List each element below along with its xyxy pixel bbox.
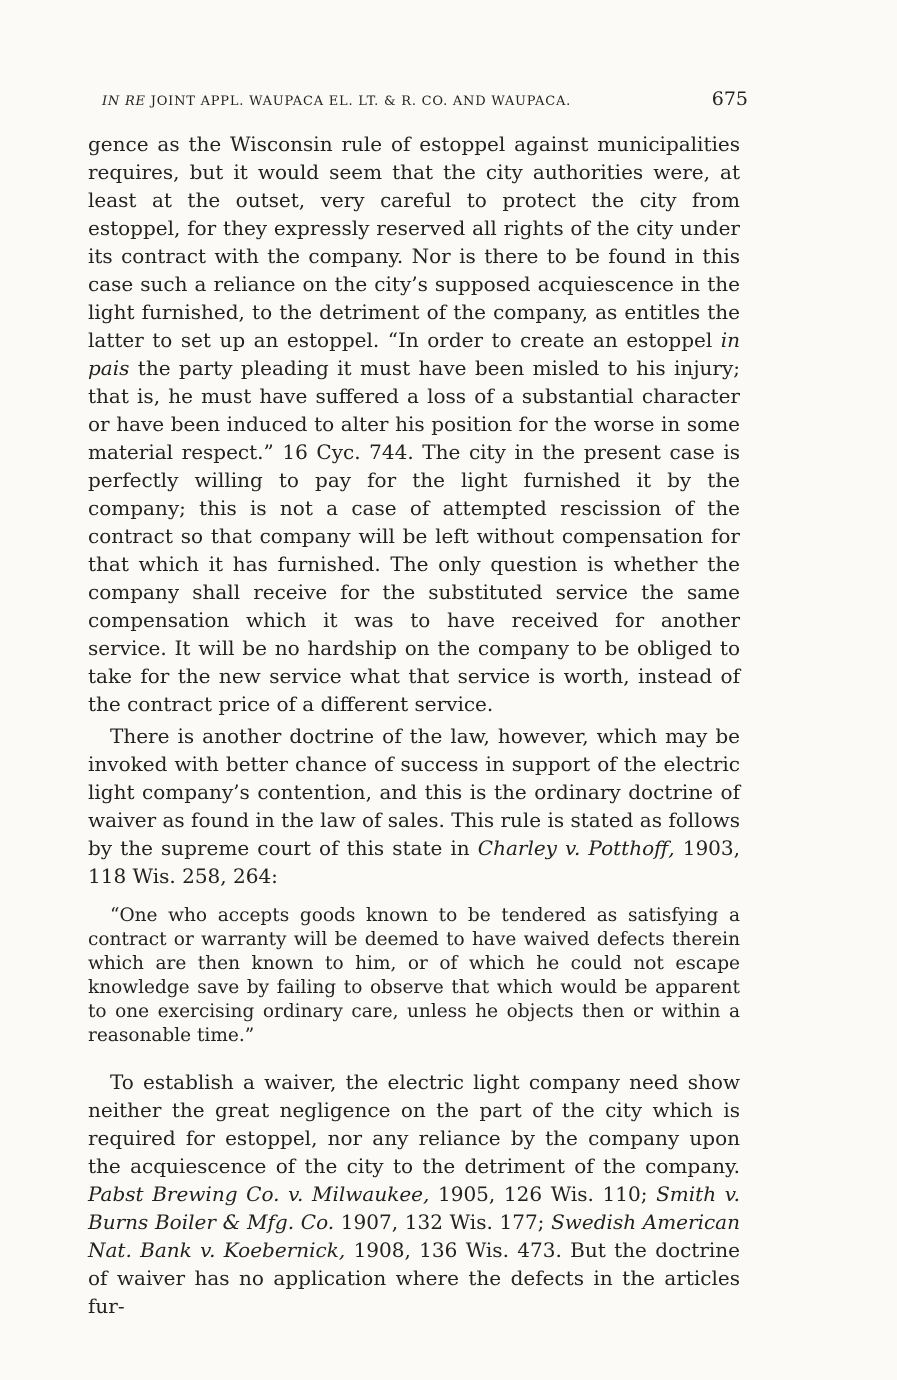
- case-citation: Swedish American Nat. Bank v. Koebernick,: [88, 1210, 740, 1262]
- page-number: 675: [711, 88, 748, 110]
- running-head: [88, 88, 748, 110]
- block-quote: [88, 904, 740, 1048]
- text-run: To establish a waiver, the electric light company need show neither the great negligence on the part of the city which is required for estoppel, nor any reliance by the company upon the acquiescence of the city to the detriment of the company.: [88, 1070, 740, 1178]
- running-head-text: JOINT APPL. WAUPACA EL. LT. & R. CO. AND WAUPACA.: [150, 94, 572, 109]
- case-citation: Pabst Brewing Co. v. Milwaukee,: [88, 1182, 430, 1206]
- document-page: [88, 88, 748, 1320]
- running-head-italic: IN RE: [102, 94, 146, 109]
- text-run: the party pleading it must have been misled to his injury; that is, he must have suffered a loss of a substantial character or have been induced to alter his position for the worse in some material respect.” 16 Cyc. 744. The city in the present case is perfectly willing to pay for the light furnished it by the company; this is not a case of attempted rescission of the contract so that company will be left without compensation for that which it has furnished. The only question is whether the company shall receive for the substituted service the same compensation which it was to have received for another service. It will be no hardship on the company to be obliged to take for the new service what that service is worth, instead of the contract price of a different service.: [88, 356, 740, 716]
- text-run: 1903, 118 Wis. 258, 264:: [88, 836, 740, 888]
- text-run: gence as the Wisconsin rule of estoppel against municipalities requires, but it would seem that the city authorities were, at least at the outset, very careful to protect the city from estoppel, for they expressly reserved all rights of the city under its contract with the company. Nor is there to be found in this case such a reliance on the city’s supposed acquiescence in the light furnished, to the detriment of the company, as entitles the latter to set up an estoppel. “In order to create an estoppel: [88, 132, 740, 352]
- text-run: There is another doctrine of the law, however, which may be invoked with better chance of success in support of the electric light company’s contention, and this is the ordinary doctrine of waiver as found in the law of sales. This rule is stated as follows by the supreme court of this state in: [88, 724, 740, 860]
- paragraph: [88, 130, 740, 718]
- case-citation: in pais: [88, 328, 740, 380]
- text-run: 1905, 126 Wis. 110;: [429, 1182, 657, 1206]
- text-run: 1908, 136 Wis. 473. But the doctrine of waiver has no application where the defects in the articles fur-: [88, 1238, 740, 1318]
- paragraph: [88, 1068, 740, 1320]
- text-run: “One who accepts goods known to be tendered as satisfying a contract or warranty will be deemed to have waived defects therein which are then known to him, or of which he could not escape knowledge save by failing to observe that which would be apparent to one exercising ordinary care, unless he objects then or within a reasonable time.”: [88, 905, 740, 1046]
- running-head-title: [102, 94, 571, 109]
- case-citation: Charley v. Potthoff,: [477, 836, 675, 860]
- paragraph: [88, 722, 740, 890]
- text-run: 1907, 132 Wis. 177;: [334, 1210, 552, 1234]
- body-text: [88, 130, 740, 1320]
- case-citation: Smith v. Burns Boiler & Mfg. Co.: [88, 1182, 740, 1234]
